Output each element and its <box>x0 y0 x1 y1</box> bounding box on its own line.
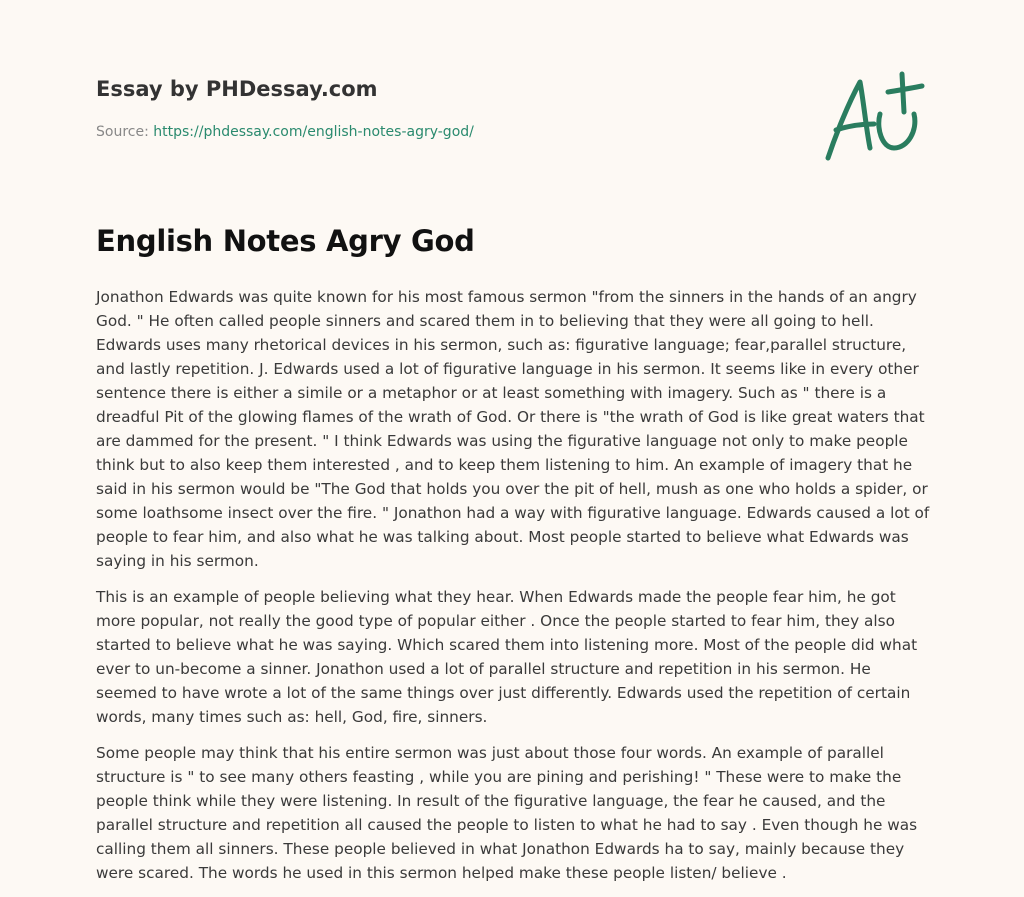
site-brand: Essay by PHDessay.com <box>96 77 378 101</box>
source-line <box>96 124 474 140</box>
source-label: Source: <box>96 124 149 140</box>
source-link[interactable]: https://phdessay.com/english-notes-agry-god/ <box>153 124 474 140</box>
essay-title: English Notes Agry God <box>96 224 475 258</box>
essay-body <box>96 285 932 897</box>
essay-paragraph: Jonathon Edwards was quite known for his most famous sermon "from the sinners in the hands of an angry God. " He often called people sinners and scared them in to believing that they were all going to hell. Edwards uses many rhetorical devices in his sermon, such as: figurative language; fear,parallel structure, and lastly repetition. J. Edwards used a lot of figurative language in his sermon. It seems like in every other sentence there is either a simile or a metaphor or at least something with imagery. Such as " there is a dreadful Pit of the glowing flames of the wrath of God. Or there is "the wrath of God is like great waters that are dammed for the present. " I think Edwards was using the figurative language not only to make people think but to also keep them interested , and to keep them listening to him. An example of imagery that he said in his sermon would be "The God that holds you over the pit of hell, mush as one who holds a spider, or some loathsome insect over the fire. " Jonathon had a way with figurative language. Edwards caused a lot of people to fear him, and also what he was talking about. Most people started to believe what Edwards was saying in his sermon. <box>96 288 930 570</box>
essay-paragraph: This is an example of people believing what they hear. When Edwards made the people fear him, he got more popular, not really the good type of popular either . Once the people started to fear him, they also started to believe what he was saying. Which scared them into listening more. Most of the people did what ever to un-become a sinner. Jonathon used a lot of parallel structure and repetition in his sermon. He seemed to have wrote a lot of the same things over just differently. Edwards used the repetition of certain words, many times such as: hell, God, fire, sinners. <box>96 588 918 726</box>
a-plus-grade-icon <box>822 68 928 164</box>
essay-paragraph: Some people may think that his entire sermon was just about those four words. An example of parallel structure is " to see many others feasting , while you are pining and perishing! " These were to make the people think while they were listening. In result of the figurative language, the fear he caused, and the parallel structure and repetition all caused the people to listen to what he had to say . Even though he was calling them all sinners. These people believed in what Jonathon Edwards ha to say, mainly because they were scared. The words he used in this sermon helped make these people listen/ believe . <box>96 744 918 882</box>
